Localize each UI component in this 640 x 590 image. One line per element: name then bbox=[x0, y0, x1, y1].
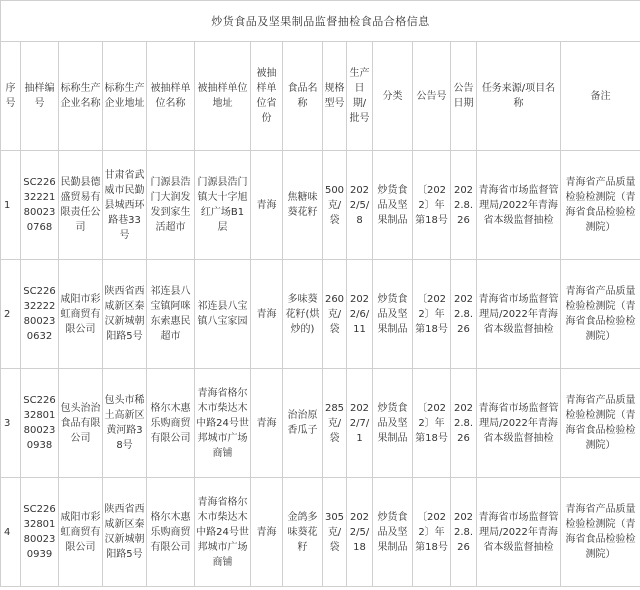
cell-sampled-unit-name: 格尔木惠乐购商贸有限公司 bbox=[147, 478, 195, 587]
cell-sampled-unit-address: 门源县浩门镇大十字旭红广场B1层 bbox=[195, 151, 251, 260]
cell-task-source: 青海省市场监督管理局/2022年青海省本级监督抽检 bbox=[477, 369, 561, 478]
cell-production-date: 2022/7/1 bbox=[347, 369, 373, 478]
table-header-row bbox=[1, 42, 640, 151]
cell-sampled-unit-address: 祁连县八宝镇八宝家园 bbox=[195, 260, 251, 369]
cell-sampled-unit-name: 门源县浩门大润发发到家生活超市 bbox=[147, 151, 195, 260]
cell-sampled-unit-address: 青海省格尔木市柴达木中路24号世邦城市广场商铺 bbox=[195, 369, 251, 478]
cell-food-name: 金鸽多味葵花籽 bbox=[283, 478, 323, 587]
cell-notice-no: 〔2022〕年第18号 bbox=[413, 151, 451, 260]
cell-remark: 青海省产品质量检验检测院（青海省食品检验检测院） bbox=[561, 369, 640, 478]
cell-food-name: 焦糖味葵花籽 bbox=[283, 151, 323, 260]
header-remark: 备注 bbox=[561, 42, 640, 151]
cell-category: 炒货食品及坚果制品 bbox=[373, 478, 413, 587]
header-producer-address: 标称生产企业地址 bbox=[103, 42, 147, 151]
page-title: 炒货食品及坚果制品监督抽检食品合格信息 bbox=[1, 1, 640, 42]
cell-sampled-unit-address: 青海省格尔木市柴达木中路24号世邦城市广场商铺 bbox=[195, 478, 251, 587]
table-row bbox=[1, 478, 640, 587]
header-sampled-unit-address: 被抽样单位地址 bbox=[195, 42, 251, 151]
cell-producer-name: 民勤县德盛贸易有限责任公司 bbox=[59, 151, 103, 260]
cell-notice-date: 2022.8.26 bbox=[451, 369, 477, 478]
cell-remark: 青海省产品质量检验检测院（青海省食品检验检测院） bbox=[561, 151, 640, 260]
header-category: 分类 bbox=[373, 42, 413, 151]
table-row bbox=[1, 260, 640, 369]
header-notice-date: 公告日期 bbox=[451, 42, 477, 151]
cell-task-source: 青海省市场监督管理局/2022年青海省本级监督抽检 bbox=[477, 260, 561, 369]
cell-spec: 260克/袋 bbox=[323, 260, 347, 369]
cell-category: 炒货食品及坚果制品 bbox=[373, 260, 413, 369]
header-sampled-unit-name: 被抽样单位名称 bbox=[147, 42, 195, 151]
header-sample-id: 抽样编号 bbox=[21, 42, 59, 151]
cell-province: 青海 bbox=[251, 151, 283, 260]
cell-production-date: 2022/5/8 bbox=[347, 151, 373, 260]
cell-producer-address: 陕西省西咸新区秦汉新城朝阳路5号 bbox=[103, 260, 147, 369]
cell-sample-id: SC22632222800230632 bbox=[21, 260, 59, 369]
cell-province: 青海 bbox=[251, 478, 283, 587]
cell-notice-no: 〔2022〕年第18号 bbox=[413, 260, 451, 369]
cell-producer-name: 咸阳市彩虹商贸有限公司 bbox=[59, 478, 103, 587]
header-province: 被抽样单位省份 bbox=[251, 42, 283, 151]
cell-producer-address: 甘肃省武威市民勤县城西环路巷33号 bbox=[103, 151, 147, 260]
cell-notice-date: 2022.8.26 bbox=[451, 478, 477, 587]
cell-index: 3 bbox=[1, 369, 21, 478]
cell-notice-no: 〔2022〕年第18号 bbox=[413, 478, 451, 587]
header-task-source: 任务来源/项目名称 bbox=[477, 42, 561, 151]
header-food-name: 食品名称 bbox=[283, 42, 323, 151]
cell-index: 1 bbox=[1, 151, 21, 260]
header-spec: 规格型号 bbox=[323, 42, 347, 151]
cell-food-name: 多味葵花籽(烘炒的) bbox=[283, 260, 323, 369]
cell-sample-id: SC22632801800230938 bbox=[21, 369, 59, 478]
cell-province: 青海 bbox=[251, 260, 283, 369]
cell-notice-date: 2022.8.26 bbox=[451, 151, 477, 260]
cell-index: 2 bbox=[1, 260, 21, 369]
cell-category: 炒货食品及坚果制品 bbox=[373, 369, 413, 478]
cell-task-source: 青海省市场监督管理局/2022年青海省本级监督抽检 bbox=[477, 151, 561, 260]
cell-sampled-unit-name: 祁连县八宝镇阿咪东索惠民超市 bbox=[147, 260, 195, 369]
cell-province: 青海 bbox=[251, 369, 283, 478]
cell-sampled-unit-name: 格尔木惠乐购商贸有限公司 bbox=[147, 369, 195, 478]
header-producer-name: 标称生产企业名称 bbox=[59, 42, 103, 151]
cell-spec: 305克/袋 bbox=[323, 478, 347, 587]
cell-task-source: 青海省市场监督管理局/2022年青海省本级监督抽检 bbox=[477, 478, 561, 587]
cell-sample-id: SC22632801800230939 bbox=[21, 478, 59, 587]
cell-sample-id: SC22632221800230768 bbox=[21, 151, 59, 260]
cell-remark: 青海省产品质量检验检测院（青海省食品检验检测院） bbox=[561, 260, 640, 369]
header-notice-no: 公告号 bbox=[413, 42, 451, 151]
cell-producer-address: 包头市稀土高新区黄河路38号 bbox=[103, 369, 147, 478]
cell-remark: 青海省产品质量检验检测院（青海省食品检验检测院） bbox=[561, 478, 640, 587]
cell-index: 4 bbox=[1, 478, 21, 587]
cell-food-name: 治治原香瓜子 bbox=[283, 369, 323, 478]
cell-producer-address: 陕西省西咸新区秦汉新城朝阳路5号 bbox=[103, 478, 147, 587]
cell-spec: 285克/袋 bbox=[323, 369, 347, 478]
header-index: 序号 bbox=[1, 42, 21, 151]
cell-notice-date: 2022.8.26 bbox=[451, 260, 477, 369]
cell-production-date: 2022/5/18 bbox=[347, 478, 373, 587]
cell-producer-name: 包头治治食品有限公司 bbox=[59, 369, 103, 478]
header-production-date: 生产日期/批号 bbox=[347, 42, 373, 151]
cell-category: 炒货食品及坚果制品 bbox=[373, 151, 413, 260]
table-row bbox=[1, 369, 640, 478]
table-row bbox=[1, 151, 640, 260]
cell-spec: 500克/袋 bbox=[323, 151, 347, 260]
cell-producer-name: 咸阳市彩虹商贸有限公司 bbox=[59, 260, 103, 369]
cell-notice-no: 〔2022〕年第18号 bbox=[413, 369, 451, 478]
cell-production-date: 2022/6/11 bbox=[347, 260, 373, 369]
